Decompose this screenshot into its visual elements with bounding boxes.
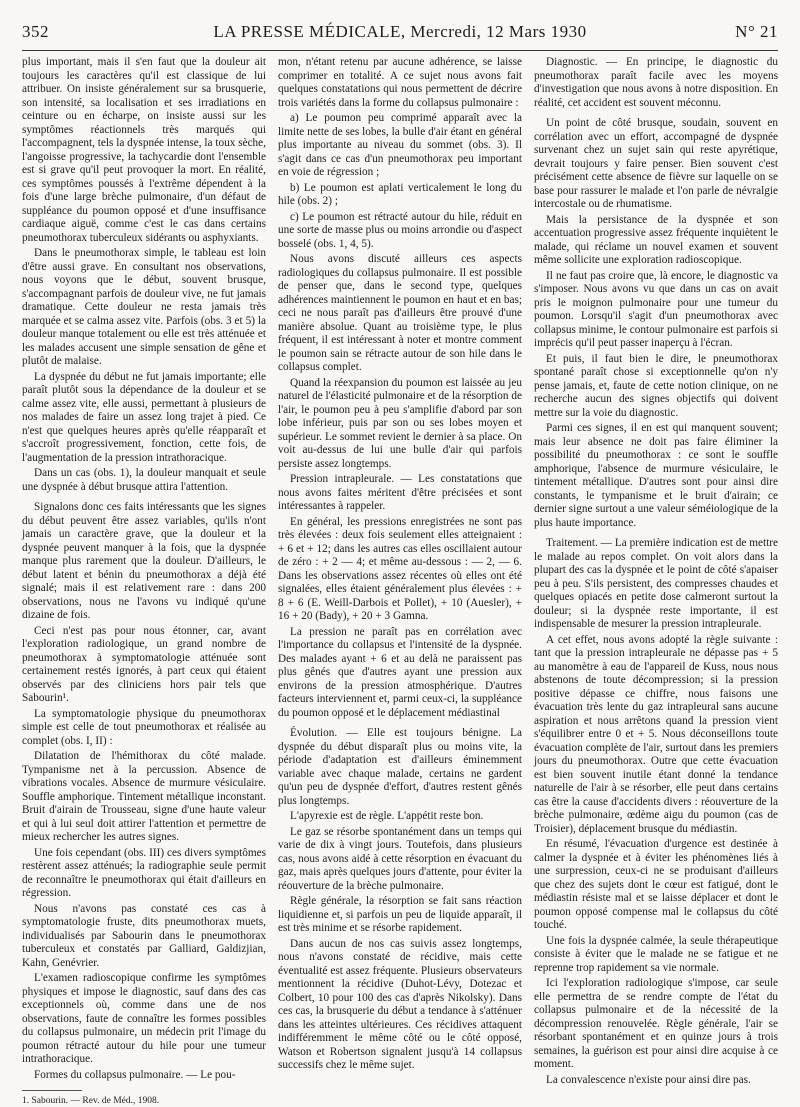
paragraph: L'apyrexie est de règle. L'appétit reste bon. [290,810,484,822]
issue-number: N° 21 [735,22,778,41]
paragraph: Parmi ces signes, il en est qui manquent souvent; mais leur absence ne doit pas faire éliminer la possibilité du pneumothorax : ce sont le souffle amphorique, l'absence de murmure vésiculaire, le tintement métallique. D'autres sont pour ainsi dire constants, le tympanisme et le bruit d'airain; ce dernier signe surtout a une valeur séméiologique de la plus haute importance. [534,422,778,529]
paragraph: b) Le poumon est aplati verticalement le long du hile (obs. 2) ; [278,181,522,207]
paragraph: Dans le pneumothorax simple, le tableau est loin d'être aussi grave. En consultant nos observations, nous voyons que le début, souvent brusque, s'accompagnant parfois de douleur vive, ne fut jamais dramatique. Cette douleur ne resta jamais très marquée et se calma assez vite. Parfois (obs. 3 et 5) la douleur manque totalement ou elle est très atténuée et les malades accusent une simple sensation de gêne et plutôt de malaise. [22,247,266,367]
paragraph: Un point de côté brusque, soudain, souvent en corrélation avec un effort, accompagné de dyspnée survenant chez un sujet sain qui reste apyrétique, devrait toujours y faire penser. Bien souvent c'est précisément cette absence de fièvre sur laquelle on se base pour rassurer le malade et l'on parle de névralgie intercostale ou de rhumatisme. [534,117,778,210]
paragraph: Ceci n'est pas pour nous étonner, car, avant l'exploration radiologique, un grand nombre de pneumothorax à symptomatologie atténuée sont certainement restés ignorés, à part ceux qui étaient observés par des cliniciens hors pair tels que Sabourin¹. [22,624,266,704]
paragraph: L'examen radioscopique confirme les symptômes physiques et impose le diagnostic, sauf dans des cas exceptionnels où, comme dans une de nos observations, faute de connaître les formes possibles du collapsus pulmonaire, un médecin prit l'image du poumon rétracté autour du hile pour une tumeur intrathoracique. [22,972,266,1065]
paragraph: Une fois cependant (obs. III) ces divers symptômes restèrent assez atténués; la radiographie seule permit de reconnaître le pneumothorax qui était d'ailleurs en régression. [22,846,266,899]
column-1 [22,56,266,1106]
paragraph: Une fois la dyspnée calmée, la seule thérapeutique consiste à éviter que le malade ne se fatigue et ne reprenne trop rapidement sa vie normale. [534,934,778,974]
footnote: 1. Sabourin. — Rev. de Méd., 1908. [22,1096,160,1106]
page-header [22,14,778,51]
paragraph: Diagnostic. — En principe, le diagnostic du pneumothorax paraît facile avec les moyens d'investigation que nous avons à notre disposition. En réalité, cet accident est souvent méconnu. [534,56,778,109]
paragraph: En général, les pressions enregistrées ne sont pas très élevées : deux fois seulement elles atteignaient : + 6 et + 12; dans les autres cas elles oscillaient autour de zéro : + 2 — 4; et même au-dessous : — 2, — 6. Dans les observations assez récentes où elles ont été signalées, elles étaient généralement plus élevées : + 8 + 6 (E. Weill-Darbois et Pollet), + 10 (Auesler), + 16 + 20 (Bady), + 20 + 3 Gamna. [278,515,522,622]
paragraph: Évolution. — Elle est toujours bénigne. La dyspnée du début disparaît plus ou moins vite, la période d'adaptation est d'ailleurs éminemment variable avec chaque malade, certains ne gardent qu'un peu de dyspnée d'effort, d'autres restent gênés plus longtemps. [278,727,522,807]
paragraph: Nous n'avons pas constaté ces cas à symptomatologie fruste, dits pneumothorax muets, individualisés par Sabourin dans le pneumothorax tuberculeux et constatés par Galliard, Galdizjian, Kahn, Genévrier. [22,902,266,969]
paragraph: La convalescence n'existe pour ainsi dire pas. [546,1073,751,1086]
paragraph: En résumé, l'évacuation d'urgence est destinée à calmer la dyspnée et à éviter les phénomènes liés à une surpression, ceux-ci ne se produisant d'ailleurs que chez des sujets dont le cœur est fatigué, dont le médiastin résiste mal et se laisse déplacer et dont le poumon opposé compense mal le collapsus du côté touché. [534,838,778,931]
paragraph: Ici l'exploration radiologique s'impose, car seule elle permettra de se rendre compte de l'état du collapsus pulmonaire et de la nécessité de la décompression renouvelée. Règle générale, l'air se résorbant spontanément et en quinze jours à trois semaines, la guérison est pour ainsi dire acquise à ce moment. [534,977,778,1070]
paragraph: Pression intrapleurale. — Les constatations que nous avons faites méritent d'être précisées et sont intéressantes à rappeler. [278,473,522,512]
paragraph: Nous avons discuté ailleurs ces aspects radiologiques du collapsus pulmonaire. Il est possible de penser que, dans le second type, quelques adhérences maintiennent le poumon en haut et en bas; ceci ne nous paraît pas d'ailleurs être prouvé d'une manière absolue. Quant au troisième type, le plus fréquent, il est intéressant à noter et montre comment le poumon sain se rétracte autour de son hile dans le collapsus complet. [278,253,522,373]
paragraph: Quand la réexpansion du poumon est laissée au jeu naturel de l'élasticité pulmonaire et de la résorption de l'air, le poumon peu à peu s'amplifie d'abord par son lobe inférieur, puis par son ou ses lobes moyen et supérieur. Le sommet revient le dernier à sa place. On voit au-dessus de lui une bulle d'air qui parfois persiste assez longtemps. [278,376,522,470]
paragraph: Dans un cas (obs. 1), la douleur manquait et seule une dyspnée à début brusque attira l'attention. [22,467,266,493]
paragraph: mon, n'étant retenu par aucune adhérence, se laisse comprimer en totalité. A ce sujet nous avons fait quelques constatations qui nous permettent de décrire trois variétés dans la forme du collapsus pulmonaire : [278,56,522,109]
paragraph: Formes du collapsus pulmonaire. — Le pou- [34,1068,236,1081]
footnote-rule [22,1090,82,1091]
paragraph: c) Le poumon est rétracté autour du hile, réduit en une sorte de masse plus ou moins arrondie ou d'aspect bosselé (obs. 1, 4, 5). [278,210,522,250]
paragraph: a) Le poumon peu comprimé apparaît avec la limite nette de ses lobes, la bulle d'air étant en général plus importante au niveau du sommet (obs. 3). Il s'agit dans ce cas d'un pneumothorax peu important en voie de régression ; [278,112,522,178]
page-number: 352 [22,22,49,41]
paragraph: Dilatation de l'hémithorax du côté malade. Tympanisme net à la percussion. Absence de vibrations vocales. Absence de murmure vésiculaire. Souffle amphorique. Tintement métallique inconstant. Bruit d'airain de Trousseau, signe d'une haute valeur et qui à lui seul doit attirer l'attention et permettre de mieux rechercher les autres signes. [22,750,266,843]
paragraph: Il ne faut pas croire que, là encore, le diagnostic va s'imposer. Nous avons vu que dans un cas on avait pris le moignon pulmonaire pour une tumeur du poumon. Lorsqu'il s'agit d'un pneumothorax avec collapsus minime, le contour pulmonaire est parfois si imprécis qu'il peut passer inaperçu à l'écran. [534,269,778,349]
paragraph: Traitement. — La première indication est de mettre le malade au repos complet. On voit alors dans la plupart des cas la dyspnée et le point de côté s'apaiser peu à peu. S'ils persistent, des compresses chaudes et quelques opiacés en petite dose calmeront surtout la douleur; si la dyspnée reste importante, il est indispensable de mesurer la pression intrapleurale. [534,537,778,630]
paragraph: La pression ne paraît pas en corrélation avec l'importance du collapsus et l'intensité de la dyspnée. Des malades ayant + 6 et au delà ne paraissent pas plus gênés que d'autres ayant une pression aux environs de la pression atmosphérique. D'autres facteurs interviennent et, parmi ceux-ci, la suppléance du poumon opposé et le déplacement médiastinal [278,625,522,719]
paragraph: Dans aucun de nos cas suivis assez longtemps, nous n'avons constaté de récidive, mais cette éventualité est assez fréquente. Plusieurs observateurs mentionnent la récidive (Duhot-Lévy, Dotezac et Colbert, 10 pour 100 des cas d'après Nikolsky). Dans ces cas, la brusquerie du début a tendance à s'atténuer dans les atteintes ultérieures. Ces récidives attaquent indifféremment le même côté ou le côté opposé, Watson et Robertson signalent jusqu'à 14 collapsus successifs chez le même sujet. [278,937,522,1071]
paragraph: La symptomatologie physique du pneumothorax simple est celle de tout pneumothorax et réalisée au complet (obs. I, II) : [22,707,266,747]
paragraph: La dyspnée du début ne fut jamais importante; elle paraît plutôt sous la dépendance de la douleur et se calme assez vite, elle aussi, permettant à plusieurs de nos malades de faire un assez long trajet à pied. Ce n'est que quelques heures après qu'elle réapparaît et s'accroît progressivement, fonction, cette fois, de l'augmentation de la pression intrathoracique. [22,370,266,464]
article-body [22,56,778,1106]
paragraph: Règle générale, la résorption se fait sans réaction liquidienne et, si parfois un peu de liquide apparaît, il est très minime et se résorbe rapidement. [278,895,522,934]
paragraph: A cet effet, nous avons adopté la règle suivante : tant que la pression intrapleurale ne dépasse pas + 5 au manomètre à eau de l'appareil de Kuss, nous nous abstenons de toute décompression; si la pression positive dépasse ce chiffre, nous faisons une évacuation très lente du gaz intrapleural sans aucune aspiration et nous arrêtons quand la pression vient s'équilibrer entre 0 et + 5. Nous déconseillons toute évacuation complète de l'air, surtout dans les premiers jours du pneumothorax. Outre que cette évacuation est bien souvent inutile étant donné la tendance naturelle de l'air à se résorber, elle peut dans certains cas être la cause d'accidents divers : réouverture de la brèche pulmonaire, œdème aigu du poumon (cas de Troisier), déplacement brusque du médiastin. [534,633,778,835]
paragraph: Et puis, il faut bien le dire, le pneumothorax spontané paraît chose si exceptionnelle qu'on n'y pense jamais, et, faute de cette notion clinique, on ne recherche aucun des signes objectifs qui doivent mettre sur la voie du diagnostic. [534,352,778,419]
paragraph: Signalons donc ces faits intéressants que les signes du début peuvent être assez variables, qu'ils n'ont jamais un caractère grave, que la douleur et la dyspnée peuvent manquer à la fois, que la dyspnée manque plus rarement que la douleur. D'ailleurs, le début latent et bénin du pneumothorax a déjà été signalé; mais il est relativement rare : dans 200 observations, nous ne l'avons vu indiqué qu'une dizaine de fois. [22,501,266,621]
paragraph: Mais la persistance de la dyspnée et son accentuation progressive assez fréquente inquiètent le malade, qui réclame un nouvel examen et souvent même sollicite une exploration radioscopique. [534,213,778,266]
running-title: LA PRESSE MÉDICALE, Mercredi, 12 Mars 1930 [213,22,587,41]
paragraph: plus important, mais il s'en faut que la douleur ait toujours les caractères qu'il est classique de lui attribuer. On insiste généralement sur sa brusquerie, son intensité, sa localisation et ses irradiations en ceinture ou en écharpe, on insiste aussi sur les symptômes réactionnels très marqués qui l'accompagnent, tels la dyspnée intense, la toux sèche, l'angoisse progressive, la tachycardie dont l'ensemble est si grave qu'il peut provoquer la mort. En réalité, ces symptômes poussés à l'extrême dépendent à la fois d'une large brèche pulmonaire, d'un défaut de suppléance du poumon opposé et d'une insuffisance cardiaque aiguë, comme c'est le cas dans certains pneumothorax tuberculeux sidérants ou asphyxiants. [22,56,266,244]
paragraph: Le gaz se résorbe spontanément dans un temps qui varie de dix à vingt jours. Toutefois, dans plusieurs cas, nous avons aidé à cette résorption en évacuant du gaz, mais après quelques jours d'attente, pour éviter la réouverture de la brèche pulmonaire. [278,825,522,892]
column-3 [534,56,778,1086]
column-2 [278,56,522,1070]
